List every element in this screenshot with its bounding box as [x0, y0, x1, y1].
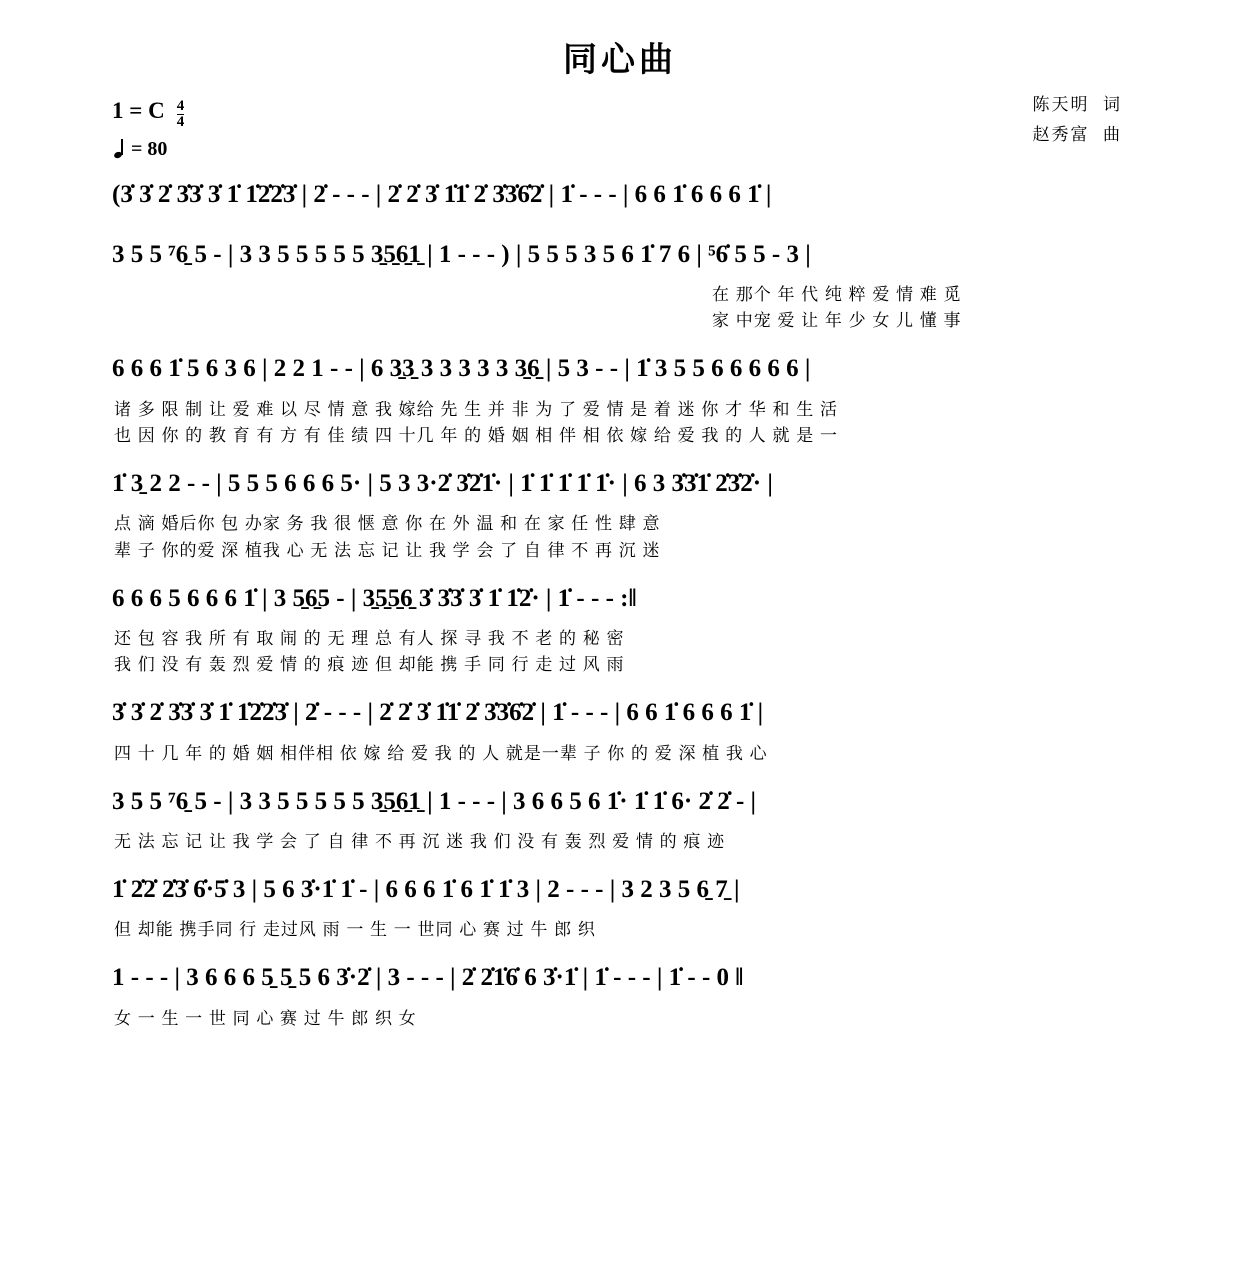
- time-signature: $\frac{4}{4}$: [176, 98, 185, 130]
- lyric-verse-2: 辈 子 你的爱 深 植我 心 无 法 忘 记 让 我 学 会 了 自 律 不 再 沉 迷: [114, 540, 661, 560]
- lyric-verse-1: 四 十 几 年 的 婚 姻 相伴相 依 嫁 给 爱 我 的 人 就是一辈 子 你 的 爱 深 植 我 心: [114, 743, 768, 763]
- lyric-verse-1: 还 包 容 我 所 有 取 闹 的 无 理 总 有人 探 寻 我 不 老 的 秘 密: [114, 629, 625, 649]
- lyric-verse-2: 我 们 没 有 轰 烈 爱 情 的 痕 迹 但 却能 携 手 同 行 走 过 风 雨: [114, 655, 625, 675]
- notation-line: 6 6 6 1̇ 5 6 3 6 | 2 2 1 - - | 6 3̱3̱ 3 3 3 3 3 3̱6̱ | 5 3 - - | 1̇ 3 5 5 6 6 6 6 6 |: [112, 355, 811, 383]
- lyric-verse-1: 点 滴 婚后你 包 办家 务 我 很 惬 意 你 在 外 温 和 在 家 任 性 肆 意: [114, 514, 661, 534]
- lyrics-block: [112, 511, 1128, 564]
- lyrics-block: [112, 626, 1128, 679]
- lyrics-block: [112, 282, 1128, 335]
- lyric-verse-1: 在 那个 年 代 纯 粹 爱 情 难 觅: [712, 285, 962, 304]
- lyrics-block: [112, 1006, 1128, 1032]
- notation-line: 1̇ 2̇2̇ 2̇3̇ 6̇·5̇ 3 | 5 6 3̇·1̇ 1̇ - | 6 6 6 1̇ 6 1̇ 1̇ 3 | 2 - - - | 3 2 3 5 6̱ 7̱ |: [112, 875, 740, 903]
- system-6: [0, 687, 1240, 767]
- music-systems: [0, 168, 1240, 1040]
- score-key-tempo: [112, 98, 184, 161]
- notation-line: 1̇ 3̱ 2 2 - - | 5 5 5 6 6 6 5· | 5 3 3·2̇ 3̇2̇1̇· | 1̇ 1̇ 1̇ 1̇ 1̇· | 6 3 3̇3̇1̇ 2̇3̇2̇· |: [112, 469, 773, 497]
- lyric-verse-2: 也 因 你 的 教 育 有 方 有 佳 绩 四 十几 年 的 婚 姻 相 伴 相 依 嫁 给 爱 我 的 人 就 是 一: [114, 426, 838, 446]
- lyric-verse-1: 女 一 生 一 世 同 心 赛 过 牛 郎 织 女: [114, 1008, 417, 1028]
- page-title: 同心曲: [563, 41, 677, 79]
- credit-lyricist: 陈天明 词: [1032, 95, 1122, 114]
- system-9: [0, 952, 1240, 1032]
- key-signature: 1 = C: [112, 98, 165, 123]
- system-3: [0, 343, 1240, 450]
- credit-composer: 赵秀富 曲: [1032, 124, 1122, 144]
- notation-line: 6 6 6 5 6 6 6 1̇ | 3 5̱6̱5 - | 3̱5̱5̱6̱ 3̇ 3̇3̇ 3̇ 1̇ 1̇2̇· | 1̇ - - - :‖: [112, 584, 637, 612]
- credits: [1033, 90, 1122, 150]
- system-4: [0, 457, 1240, 564]
- key-signature-line: [112, 98, 184, 130]
- quarter-note-icon: [114, 140, 126, 158]
- system-7: [0, 775, 1240, 855]
- tempo-value: = 80: [131, 138, 168, 160]
- notation-line: 3 5 5 ⁷6̱ 5 - | 3 3 5 5 5 5 5 3̱5̱6̱1̱ | 1 - - - | 3 6 6 5 6 1̇· 1̇ 1̇ 6· 2̇ 2̇ - |: [112, 787, 757, 815]
- tempo-marking: [114, 138, 184, 161]
- notation-line: (3̇ 3̇ 2̇ 3̇3̇ 3̇ 1̇ 1̇2̇2̇3̇ | 2̇ - - - | 2̇ 2̇ 3̇ 1̇1̇ 2̇ 3̇3̇6̇2̇ | 1̇ - - - | 6 6 1̇ 6 6 6 1̇ |: [112, 180, 772, 208]
- notation-line: 1 - - - | 3 6 6 6 5̱ 5̱ 5 6 3̇·2̇ | 3 - - - | 2̇ 2̇1̇6̇ 6 3̇·1̇ | 1̇ - - - | 1̇ - - 0 ‖: [112, 964, 744, 992]
- lyrics-block: [112, 397, 1128, 450]
- lyrics-block: [112, 917, 1128, 943]
- system-8: [0, 863, 1240, 943]
- system-2: [0, 228, 1240, 335]
- system-5: [0, 572, 1240, 679]
- notation-line: 3 5 5 ⁷6̱ 5 - | 3 3 5 5 5 5 5 3̱5̱6̱1̱ | 1 - - - ) | 5 5 5 3 5 6 1̇ 7 6 | ⁵6̇ 5 5 - 3 |: [112, 240, 811, 268]
- notation-line: 3̇ 3̇ 2̇ 3̇3̇ 3̇ 1̇ 1̇2̇2̇3̇ | 2̇ - - - | 2̇ 2̇ 3̇ 1̇1̇ 2̇ 3̇3̇6̇2̇ | 1̇ - - - | 6 6 1̇ 6 6 6 1̇ |: [112, 699, 764, 727]
- lyric-verse-1: 无 法 忘 记 让 我 学 会 了 自 律 不 再 沉 迷 我 们 没 有 轰 烈 爱 情 的 痕 迹: [114, 832, 726, 852]
- lyric-verse-2: 家 中宠 爱 让 年 少 女 儿 懂 事: [712, 311, 962, 331]
- lyrics-block: [112, 829, 1128, 855]
- lyric-verse-1: 但 却能 携手同 行 走过风 雨 一 生 一 世同 心 赛 过 牛 郎 织: [114, 920, 596, 940]
- system-1: [0, 168, 1240, 220]
- lyric-verse-1: 诸 多 限 制 让 爱 难 以 尽 情 意 我 嫁给 先 生 并 非 为 了 爱 情 是 着 迷 你 才 华 和 生 活: [114, 399, 838, 419]
- lyrics-block: [112, 741, 1128, 767]
